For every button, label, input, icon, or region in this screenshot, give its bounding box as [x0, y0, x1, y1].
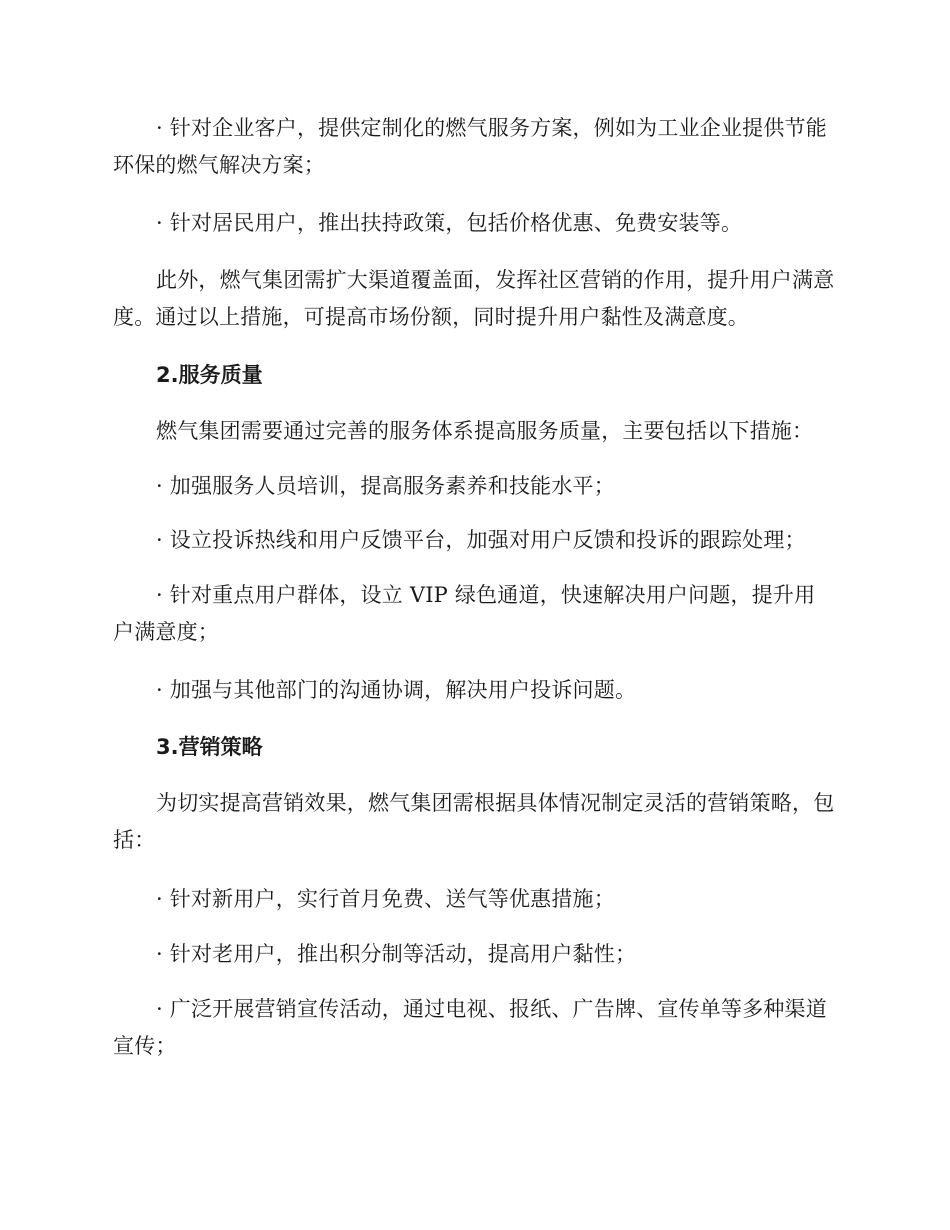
- bullet-vip-channel: · 针对重点用户群体，设立 VIP 绿色通道，快速解决用户问题，提升用户满意度；: [113, 583, 816, 644]
- bullet-enterprise-customers: · 针对企业客户，提供定制化的燃气服务方案，例如为工业企业提供节能环保的燃气解决方案；: [113, 116, 827, 177]
- bullet-marketing-campaigns: · 广泛开展营销宣传活动，通过电视、报纸、广告牌、宣传单等多种渠道宣传；: [113, 997, 827, 1058]
- bullet-staff-training: · 加强服务人员培训，提高服务素养和技能水平；: [156, 474, 615, 498]
- paragraph-service-intro: 燃气集团需要通过完善的服务体系提高服务质量，主要包括以下措施：: [156, 419, 814, 443]
- bullet-department-coordination: · 加强与其他部门的沟通协调，解决用户投诉问题。: [156, 678, 637, 702]
- section-heading-marketing-strategy: 3.营销策略: [156, 735, 263, 759]
- bullet-complaint-hotline: · 设立投诉热线和用户反馈平台，加强对用户反馈和投诉的跟踪处理；: [156, 528, 806, 552]
- bullet-residential-users: · 针对居民用户，推出扶持政策，包括价格优惠、免费安装等。: [156, 211, 743, 235]
- paragraph-channel-coverage: 此外，燃气集团需扩大渠道覆盖面，发挥社区营销的作用，提升用户满意度。通过以上措施，可提高市场份额，同时提升用户黏性及满意度。: [113, 268, 835, 329]
- bullet-existing-users: · 针对老用户，推出积分制等活动，提高用户黏性；: [156, 942, 637, 966]
- section-heading-service-quality: 2.服务质量: [156, 363, 263, 387]
- bullet-new-users: · 针对新用户，实行首月免费、送气等优惠措施；: [156, 887, 615, 911]
- paragraph-marketing-intro: 为切实提高营销效果，燃气集团需根据具体情况制定灵活的营销策略，包括：: [113, 791, 835, 852]
